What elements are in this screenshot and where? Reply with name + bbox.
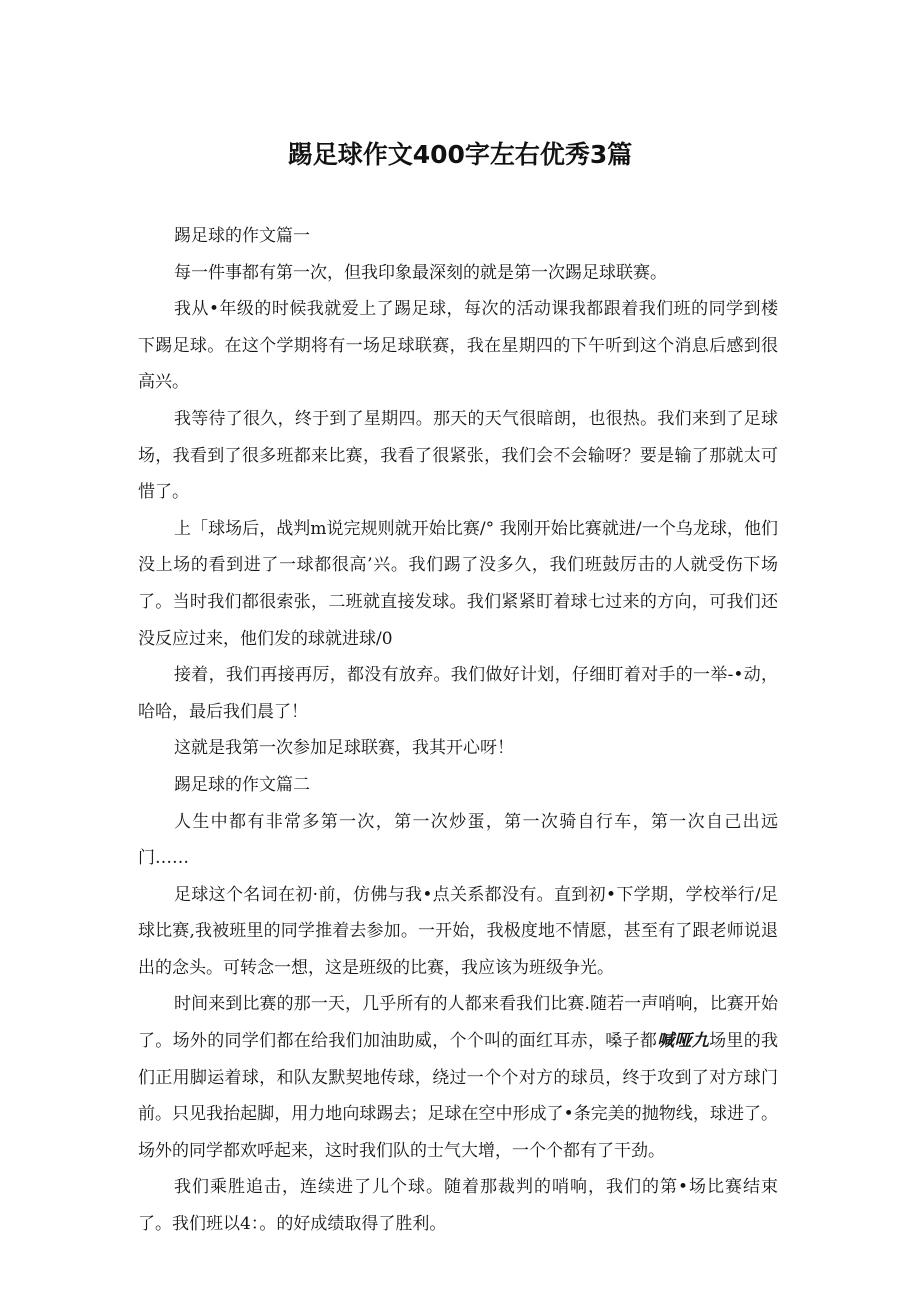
paragraph: 接着，我们再接再厉，都没有放弃。我们做好计划，仔细盯着对手的一举-•动，哈哈，最后我们晨了！ [138, 665, 778, 722]
paragraph [138, 986, 778, 1169]
paragraph: 这就是我第一次参加足球联赛，我其开心呀！ [174, 738, 514, 759]
paragraph: 我等待了很久，终于到了星期四。那天的天气很暗朗，也很热。我们来到了足球场，我看到了很多班都来比赛，我看了很紧张，我们会不会输呀？要是输了那就太可惜了。 [138, 408, 778, 503]
paragraph: 每一件事都有第一次，但我印象最深刻的就是第一次踢足球联赛。 [174, 262, 667, 283]
document-body [138, 218, 778, 1243]
paragraph: 足球这个名词在初·前，仿佛与我•点关系都没有。直到初•下学期，学校举行/足球比赛,我被班里的同学推着去参加。一开始，我极度地不情愿，甚至有了跟老师说退出的念头。可转念一想，这是班级的比赛，我应该为班级争光。 [138, 884, 778, 978]
paragraph: 我从•年级的时候我就爱上了踢足球，每次的活动课我都跟着我们班的同学到楼下踢足球。在这个学期将有一场足球联赛，我在星期四的下午听到这个消息后感到很高兴。 [138, 299, 778, 393]
paragraph-text: 时间来到比赛的那一天，几乎所有的人都来看我们比赛.随若一声哨响，比赛开始了。场外的同学们都在给我们加油助威，个个叫的面红耳赤，嗓子都 [138, 994, 778, 1052]
paragraph: 我们乘胜追击，连续进了儿个球。随着那裁判的哨响，我们的第•场比赛结束了。我们班以4：。的好成绩取得了胜利。 [138, 1177, 778, 1235]
paragraph: 人生中都有非常多第一次，第一次炒蛋，第一次骑自行车，第一次自己出远门…… [138, 811, 778, 869]
section-heading-1: 踢足球的作文篇一 [174, 226, 310, 246]
paragraph: 上「球场后，战判m说完规则就开始比赛/° 我刚开始比赛就进/一个乌龙球，他们没上场的看到进了一球都很高’兴。我们踢了没多久，我们班鼓厉击的人就受伤下场了。当时我们都很索张，二班就直接发球。我们紧紧盯着球七过来的方向，可我们还没反应过来，他们发的球就进球/0 [138, 518, 778, 649]
section-heading-2: 踢足球的作文篇二 [174, 774, 310, 795]
paragraph-text: 场里的我们正用脚运着球，和队友默契地传球，绕过一个个对方的球员，终于攻到了对方球门前。只见我抬起脚，用力地向球踢去；足球在空中形成了•条完美的抛物线，球进了。场外的同学都欢呼起来，这时我们队的士气大增，一个个都有了干劲。 [138, 1031, 779, 1161]
document-title: 踢足球作文400字左右优秀3篇 [287, 140, 633, 169]
emphasized-text: 喊哑九 [657, 1031, 710, 1052]
